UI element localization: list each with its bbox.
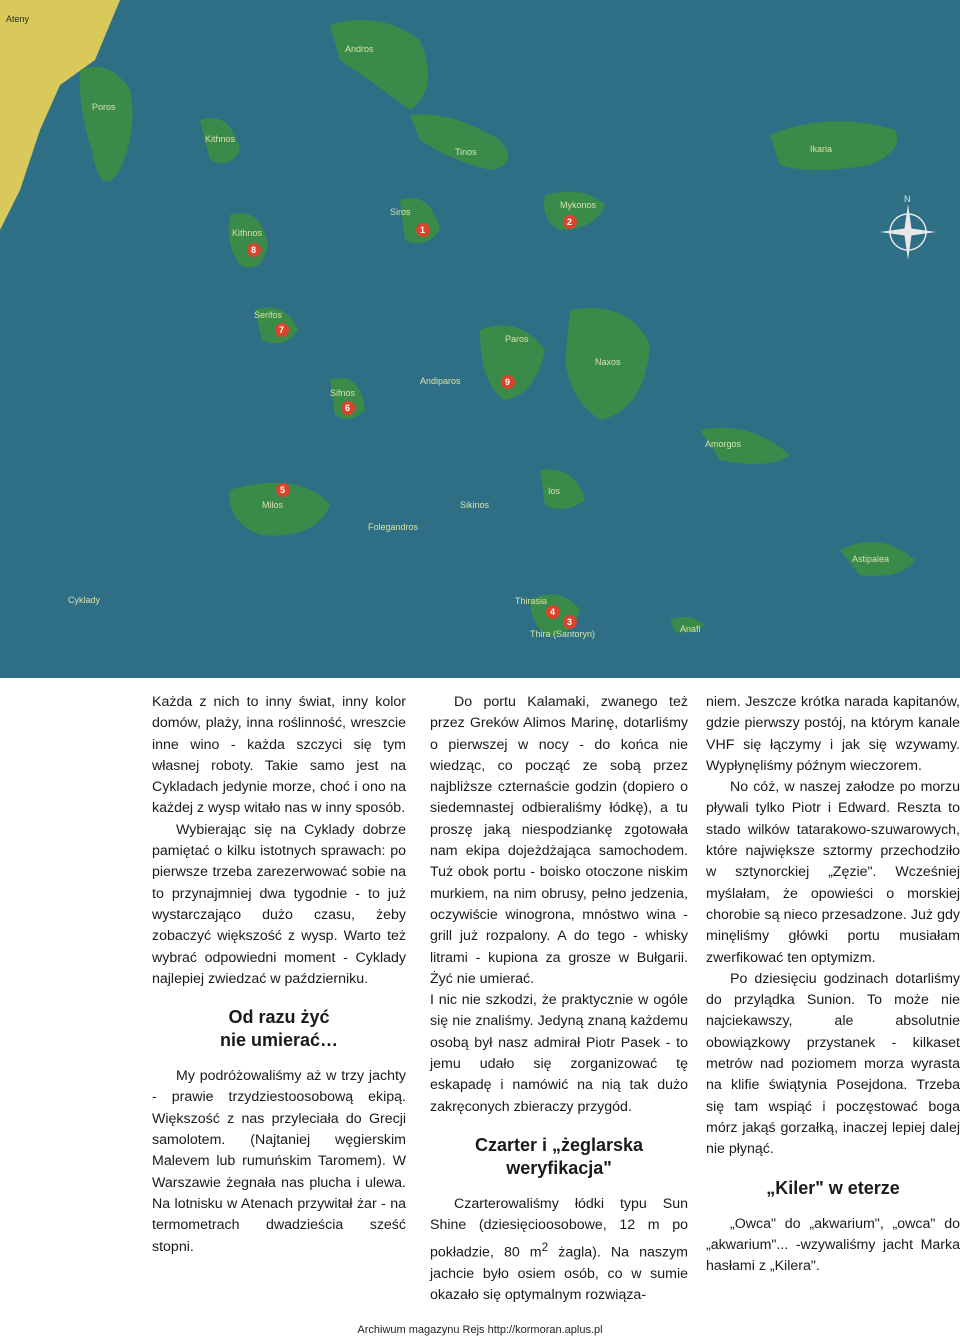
paragraph: Po dziesięciu godzinach dotarliśmy do przylądka Sunion. To może nie najciekawszy, ale absolutnie obowiązkowy przystanek - kilkaset metrów nad poziomem morza wyrasta na klifie świątynia Posejdona. Trzeba się tam wspiąć i poczęstować boga mórz jakąś gorzałką, inaczej lepiej dalej nie płynąć. <box>706 970 960 1158</box>
label-region: Cyklady <box>68 595 101 605</box>
svg-text:2: 2 <box>567 217 573 227</box>
label-sifnos: Sifnos <box>330 388 356 398</box>
compass-icon <box>880 194 936 260</box>
svg-text:7: 7 <box>279 325 285 335</box>
paragraph: niem. Jeszcze krótka narada kapitanów, gdzie pierwszy postój, na którym kanale VHF się łączymy i jak się wzywamy. Wypłynęliśmy późnym wieczorem. <box>706 694 960 774</box>
label-paros: Paros <box>505 334 529 344</box>
svg-text:6: 6 <box>345 403 351 413</box>
paragraph: „Owca" do „akwarium", „owca" do „akwarium"... -wzywaliśmy jacht Marka hasłami z „Kilera". <box>706 1215 960 1275</box>
label-kea: Kithnos <box>205 134 236 144</box>
marker-5 <box>276 483 290 497</box>
marker-6 <box>341 401 355 415</box>
svg-text:3: 3 <box>567 617 573 627</box>
paragraph: Każda z nich to inny świat, inny kolor domów, plaży, inna roślinność, wreszcie inne wino - każda szczyci się tym własnej roboty. Takie samo jest na Cykladach jedynie morze, choć i ono na każdej z wysp witało nas w inny sposób. <box>152 694 406 817</box>
compass-north-label: N <box>904 194 911 204</box>
label-thirasia: Thirasia <box>515 596 548 606</box>
subheading: „Kiler" w eterze <box>766 1177 900 1198</box>
column-2 <box>430 692 688 1306</box>
label-andros: Andros <box>345 44 374 54</box>
label-astipalea: Astipalea <box>852 554 890 564</box>
paragraph: My podróżowaliśmy aż w trzy jachty - prawie trzydziestoosobową ekipą. Większość z nas przyleciała do Grecji samolotem. (Najtaniej węgierskim Malevem lub rumuńskim Taromem). W Warszawie żegnała nas plucha i ulewa. Na lotnisku w Atenach przywitał żar - na termometrach dwadzieścia sześć stopni. <box>152 1068 406 1255</box>
label-ios: Ios <box>548 486 561 496</box>
label-naxos: Naxos <box>595 357 621 367</box>
marker-4 <box>546 605 560 619</box>
svg-text:8: 8 <box>251 245 257 255</box>
marker-9 <box>501 375 515 389</box>
marker-1 <box>416 223 430 237</box>
marker-8 <box>247 243 261 257</box>
subheading: Czarter i „żeglarska weryfikacja" <box>474 1134 644 1178</box>
label-poros: Poros <box>92 102 116 112</box>
marker-7 <box>275 323 289 337</box>
island-andros <box>330 20 428 110</box>
footer-credit: Archiwum magazynu Rejs http://kormoran.aplus.pl <box>357 1324 603 1336</box>
label-sikinos: Sikinos <box>460 500 490 510</box>
svg-text:4: 4 <box>550 607 556 617</box>
label-milos: Milos <box>262 500 284 510</box>
island-siros <box>400 198 440 243</box>
paragraph: Wybierając się na Cyklady dobrze pamiętać o kilku istotnych sprawach: po pierwsze trzeba zarezerwować sobie na to przynajmniej dwa tygodnie - to już wystarczająco dużo czasu, żeby zobaczyć większość z wysp. Warto też wybrać odpowiedni moment - Cyklady najlepiej zwiedzać w październiku. <box>152 821 406 987</box>
label-serifos: Serifos <box>254 310 283 320</box>
paragraph: I nic nie szkodzi, że praktycznie w ogóle się nie znaliśmy. Jedyną znaną każdemu osobą był nasz admirał Piotr Pasek - to jemu udało się zorganizować tę eskapadę i namówić na nią tak dużo zakręconych zbieraczy przygód. <box>430 992 688 1115</box>
paragraph: Do portu Kalamaki, zwanego też przez Greków Alimos Marinę, dotarliśmy o pierwszej w nocy - do końca nie wiedząc, co począć ze sobą przez najbliższe czternaście godzin (dopiero o siedemnastej odbieraliśmy łódkę), a tu proszę jaką niespodziankę zgotowała nam ekipa dojeżdżająca samochodem. Tuż obok portu - boisko otoczone niskim murkiem, na nim obrusy, pełno jedzenia, oczywiście winogrona, mnóstwo wina - grill już rozpalony. A do tego - whisky litrami - kupiona za grosze w Bułgarii. Żyć nie umierać. <box>430 694 688 987</box>
paragraph: No cóż, w naszej załodze po morzu pływali tylko Piotr i Edward. Reszta to stado wilków tatarakowo-szuwarowych, które największe sztormy przechodziło w sztynorckiej „Zęzie". Wcześniej myślałam, że opowieści o morskiej chorobie są nieco przesadzone. Już gdy minęliśmy główki portu musiałam zwerfikować ten optymizm. <box>706 779 960 966</box>
label-mykonos: Mykonos <box>560 200 597 210</box>
svg-text:9: 9 <box>505 377 511 387</box>
label-thira: Thira (Santoryn) <box>530 629 596 639</box>
svg-text:1: 1 <box>420 225 426 235</box>
label-kithnos: Kithnos <box>232 228 263 238</box>
column-3 <box>706 692 960 1277</box>
svg-text:5: 5 <box>280 485 286 495</box>
island-ikaria <box>770 121 897 170</box>
column-1 <box>152 692 406 1258</box>
subheading: Od razu żyć nie umierać… <box>219 1007 339 1051</box>
label-amorgos: Amorgos <box>705 439 742 449</box>
island-kithnos <box>229 213 268 268</box>
label-anafi: Anafi <box>680 624 701 634</box>
island-ios <box>540 469 585 509</box>
island-tinos <box>410 114 508 170</box>
label-siros: Siros <box>390 207 411 217</box>
label-ikaria: Ikaria <box>810 144 833 154</box>
marker-2 <box>563 215 577 229</box>
paragraph: Czarterowaliśmy łódki typu Sun Shine (dziesięcioosobowe, 12 m po pokładzie, 80 $m^2$ żagla). Na naszym jachcie było osiem osób, co w sumie okazało się optymalnym rozwiąza- <box>430 1195 688 1303</box>
label-andiparos: Andiparos <box>420 376 461 386</box>
label-tinos: Tinos <box>455 147 477 157</box>
marker-3 <box>563 615 577 629</box>
label-ateny: Ateny <box>6 14 30 24</box>
label-folegandros: Folegandros <box>368 522 419 532</box>
island-poros <box>80 67 133 182</box>
